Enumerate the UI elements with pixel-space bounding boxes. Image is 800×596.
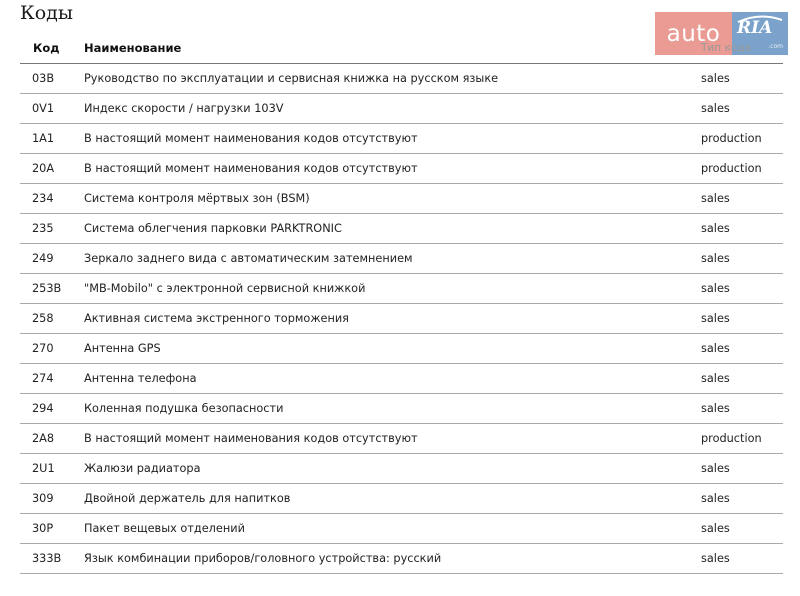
row-type: sales bbox=[701, 342, 730, 355]
row-name: Руководство по эксплуатации и сервисная книжка на русском языке bbox=[84, 72, 499, 85]
table-row bbox=[20, 244, 783, 274]
row-type: production bbox=[701, 162, 762, 175]
row-type: sales bbox=[701, 72, 730, 85]
table-row bbox=[20, 394, 783, 424]
table-header bbox=[20, 33, 783, 64]
row-name: "MB-Mobilo" с электронной сервисной книжкой bbox=[84, 282, 366, 295]
row-type: sales bbox=[701, 252, 730, 265]
row-code: 274 bbox=[32, 372, 54, 385]
table-row bbox=[20, 544, 783, 574]
row-code: 249 bbox=[32, 252, 54, 265]
header-code: Код bbox=[33, 41, 60, 55]
page-title: Коды bbox=[20, 2, 73, 24]
row-name: Пакет вещевых отделений bbox=[84, 522, 245, 535]
table-row bbox=[20, 484, 783, 514]
row-code: 294 bbox=[32, 402, 54, 415]
table-row bbox=[20, 214, 783, 244]
row-code: 0V1 bbox=[32, 102, 55, 115]
row-name: В настоящий момент наименования кодов отсутствуют bbox=[84, 132, 418, 145]
row-code: 234 bbox=[32, 192, 54, 205]
header-name: Наименование bbox=[84, 41, 182, 55]
row-code: 03B bbox=[32, 72, 55, 85]
codes-table bbox=[20, 33, 783, 574]
row-code: 235 bbox=[32, 222, 54, 235]
row-code: 309 bbox=[32, 492, 54, 505]
row-name: Антенна телефона bbox=[84, 372, 197, 385]
table-row bbox=[20, 514, 783, 544]
logo-auto-part: auto bbox=[655, 12, 732, 55]
row-type: sales bbox=[701, 312, 730, 325]
row-code: 258 bbox=[32, 312, 54, 325]
row-code: 2A8 bbox=[32, 432, 55, 445]
row-type: sales bbox=[701, 282, 730, 295]
row-type: sales bbox=[701, 192, 730, 205]
row-type: sales bbox=[701, 522, 730, 535]
table-row bbox=[20, 184, 783, 214]
header-type: Тип кода bbox=[701, 42, 751, 54]
row-code: 270 bbox=[32, 342, 54, 355]
row-code: 2U1 bbox=[32, 462, 55, 475]
table-row bbox=[20, 364, 783, 394]
row-type: sales bbox=[701, 492, 730, 505]
row-type: sales bbox=[701, 102, 730, 115]
row-name: Активная система экстренного торможения bbox=[84, 312, 349, 325]
row-type: sales bbox=[701, 462, 730, 475]
row-code: 30P bbox=[32, 522, 54, 535]
row-type: sales bbox=[701, 552, 730, 565]
row-name: Двойной держатель для напитков bbox=[84, 492, 291, 505]
row-name: Коленная подушка безопасности bbox=[84, 402, 284, 415]
logo-ria-text: RIA bbox=[737, 18, 773, 38]
row-type: sales bbox=[701, 372, 730, 385]
row-name: Антенна GPS bbox=[84, 342, 161, 355]
table-row bbox=[20, 64, 783, 94]
table-row bbox=[20, 304, 783, 334]
table-row bbox=[20, 94, 783, 124]
row-name: Язык комбинации приборов/головного устройства: русский bbox=[84, 552, 442, 565]
row-code: 333B bbox=[32, 552, 62, 565]
row-code: 20A bbox=[32, 162, 55, 175]
row-name: В настоящий момент наименования кодов отсутствуют bbox=[84, 162, 418, 175]
table-row bbox=[20, 274, 783, 304]
table-body bbox=[20, 64, 783, 574]
table-row bbox=[20, 124, 783, 154]
row-name: Жалюзи радиатора bbox=[84, 462, 201, 475]
row-type: production bbox=[701, 432, 762, 445]
row-type: sales bbox=[701, 402, 730, 415]
row-code: 1A1 bbox=[32, 132, 55, 145]
row-type: production bbox=[701, 132, 762, 145]
table-row bbox=[20, 454, 783, 484]
row-name: В настоящий момент наименования кодов отсутствуют bbox=[84, 432, 418, 445]
table-row bbox=[20, 154, 783, 184]
row-name: Система облегчения парковки PARKTRONIC bbox=[84, 222, 342, 235]
row-type: sales bbox=[701, 222, 730, 235]
row-code: 253B bbox=[32, 282, 62, 295]
row-name: Индекс скорости / нагрузки 103V bbox=[84, 102, 284, 115]
row-name: Система контроля мёртвых зон (BSM) bbox=[84, 192, 310, 205]
table-row bbox=[20, 334, 783, 364]
row-name: Зеркало заднего вида с автоматическим затемнением bbox=[84, 252, 413, 265]
logo-domain: .com bbox=[768, 43, 783, 50]
table-row bbox=[20, 424, 783, 454]
